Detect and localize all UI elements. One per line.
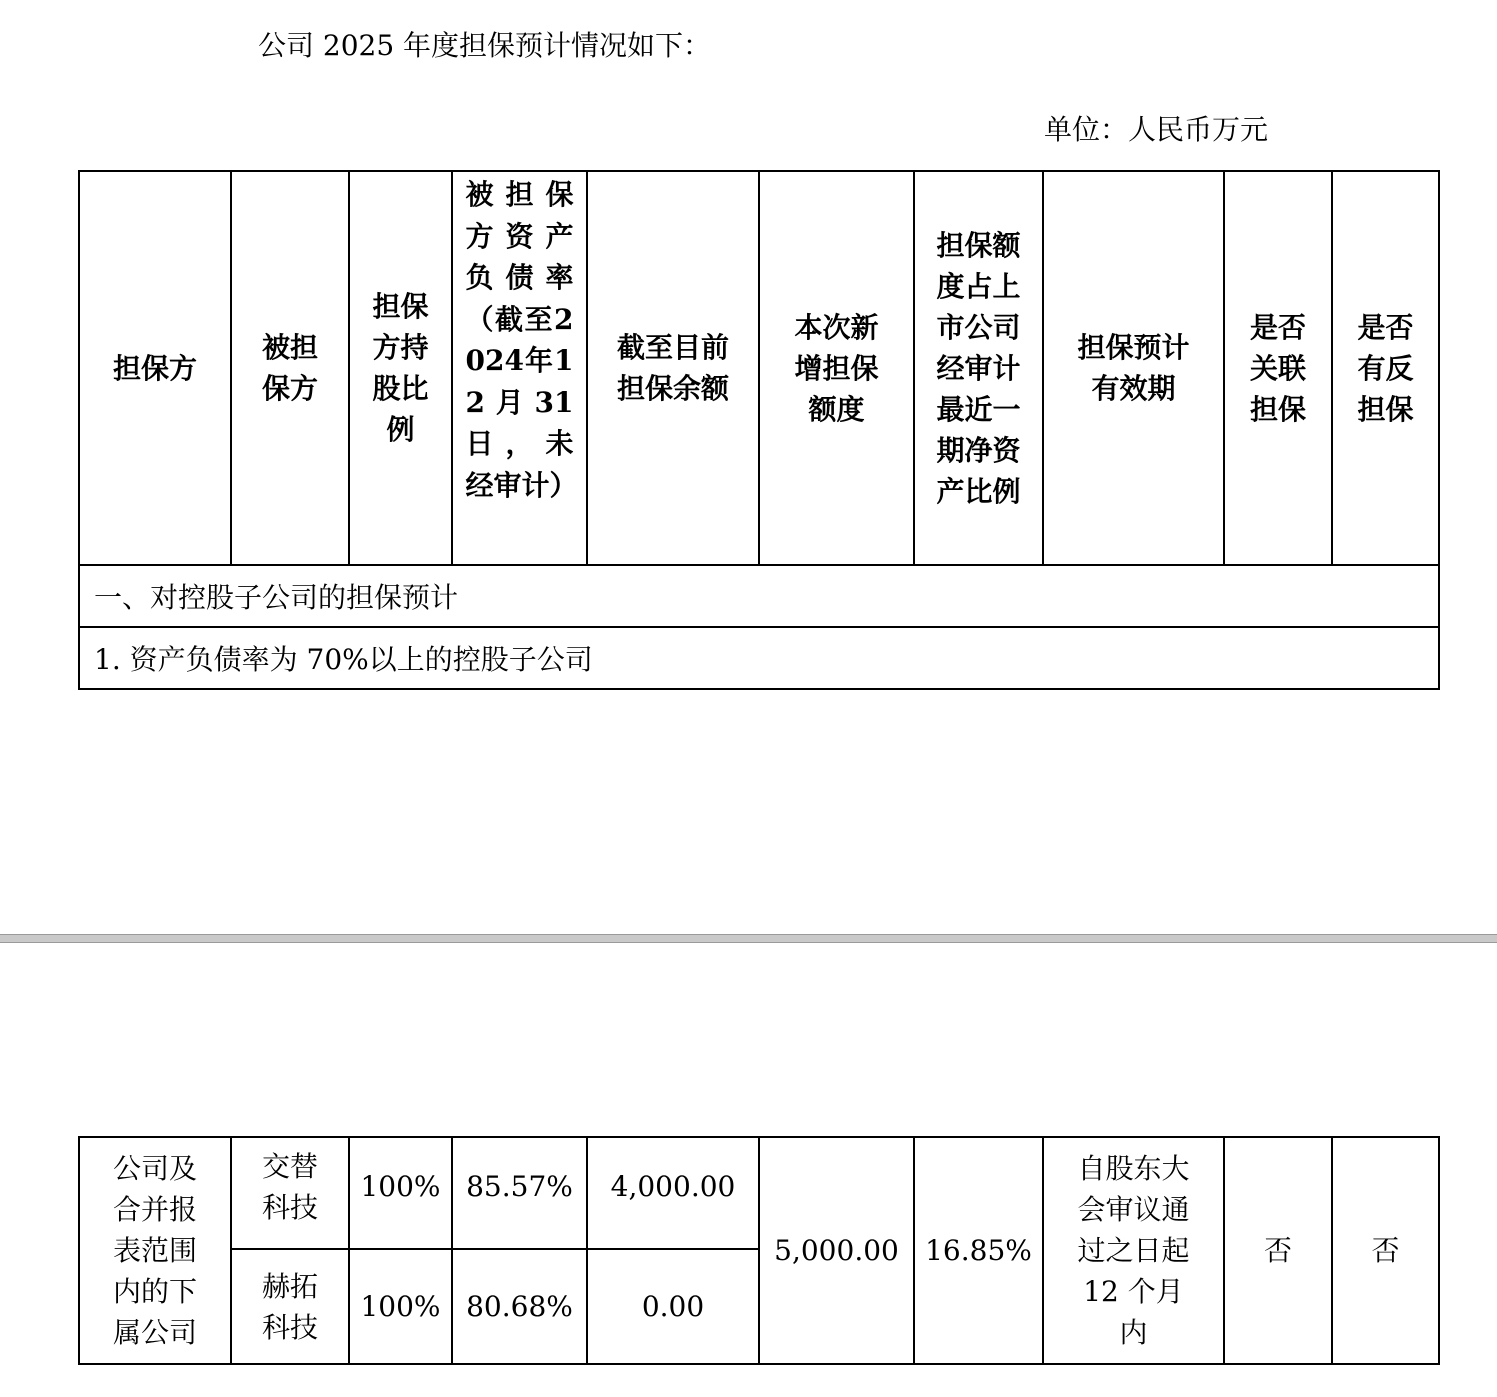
- header-guaranteed: 被担保方: [231, 171, 349, 565]
- header-related: 是否关联担保: [1224, 171, 1332, 565]
- cell-holding-ratio: 100%: [349, 1137, 452, 1249]
- guarantee-data-table: [78, 1136, 1440, 1365]
- subsection-title: 1. 资产负债率为 70%以上的控股子公司: [79, 627, 1439, 689]
- cell-guaranteed: 交替科技: [231, 1137, 349, 1249]
- cell-debt-ratio: 80.68%: [452, 1249, 587, 1364]
- cell-balance: 4,000.00: [587, 1137, 759, 1249]
- unit-label: 单位：人民币万元: [1044, 113, 1269, 146]
- cell-validity: 自股东大会审议通过之日起 12 个月内: [1043, 1137, 1224, 1364]
- cell-related: 否: [1224, 1137, 1332, 1364]
- header-counter: 是否有反担保: [1332, 171, 1439, 565]
- header-balance: 截至目前担保余额: [587, 171, 759, 565]
- section-title: 一、对控股子公司的担保预计: [79, 565, 1439, 627]
- cell-new-amount: 5,000.00: [759, 1137, 914, 1364]
- cell-net-asset-ratio: 16.85%: [914, 1137, 1043, 1364]
- cell-counter: 否: [1332, 1137, 1439, 1364]
- header-validity: 担保预计有效期: [1043, 171, 1224, 565]
- guarantee-header-table: [78, 170, 1440, 690]
- header-holding-ratio: 担保方持股比例: [349, 171, 452, 565]
- header-new-amount: 本次新增担保额度: [759, 171, 914, 565]
- header-net-asset-ratio: 担保额度占上市公司经审计最近一期净资产比例: [914, 171, 1043, 565]
- header-debt-ratio: 被担保方资产负债率（截至2024年12月31日，未经审计）: [452, 171, 587, 565]
- cell-guaranteed: 赫拓科技: [231, 1249, 349, 1364]
- cell-balance: 0.00: [587, 1249, 759, 1364]
- header-guarantor: 担保方: [79, 171, 231, 565]
- intro-text: 公司 2025 年度担保预计情况如下：: [258, 29, 712, 62]
- cell-debt-ratio: 85.57%: [452, 1137, 587, 1249]
- cell-holding-ratio: 100%: [349, 1249, 452, 1364]
- cell-guarantor: 公司及合并报表范围内的下属公司: [79, 1137, 231, 1364]
- table-row: [79, 1137, 1439, 1249]
- page-break: [0, 934, 1497, 943]
